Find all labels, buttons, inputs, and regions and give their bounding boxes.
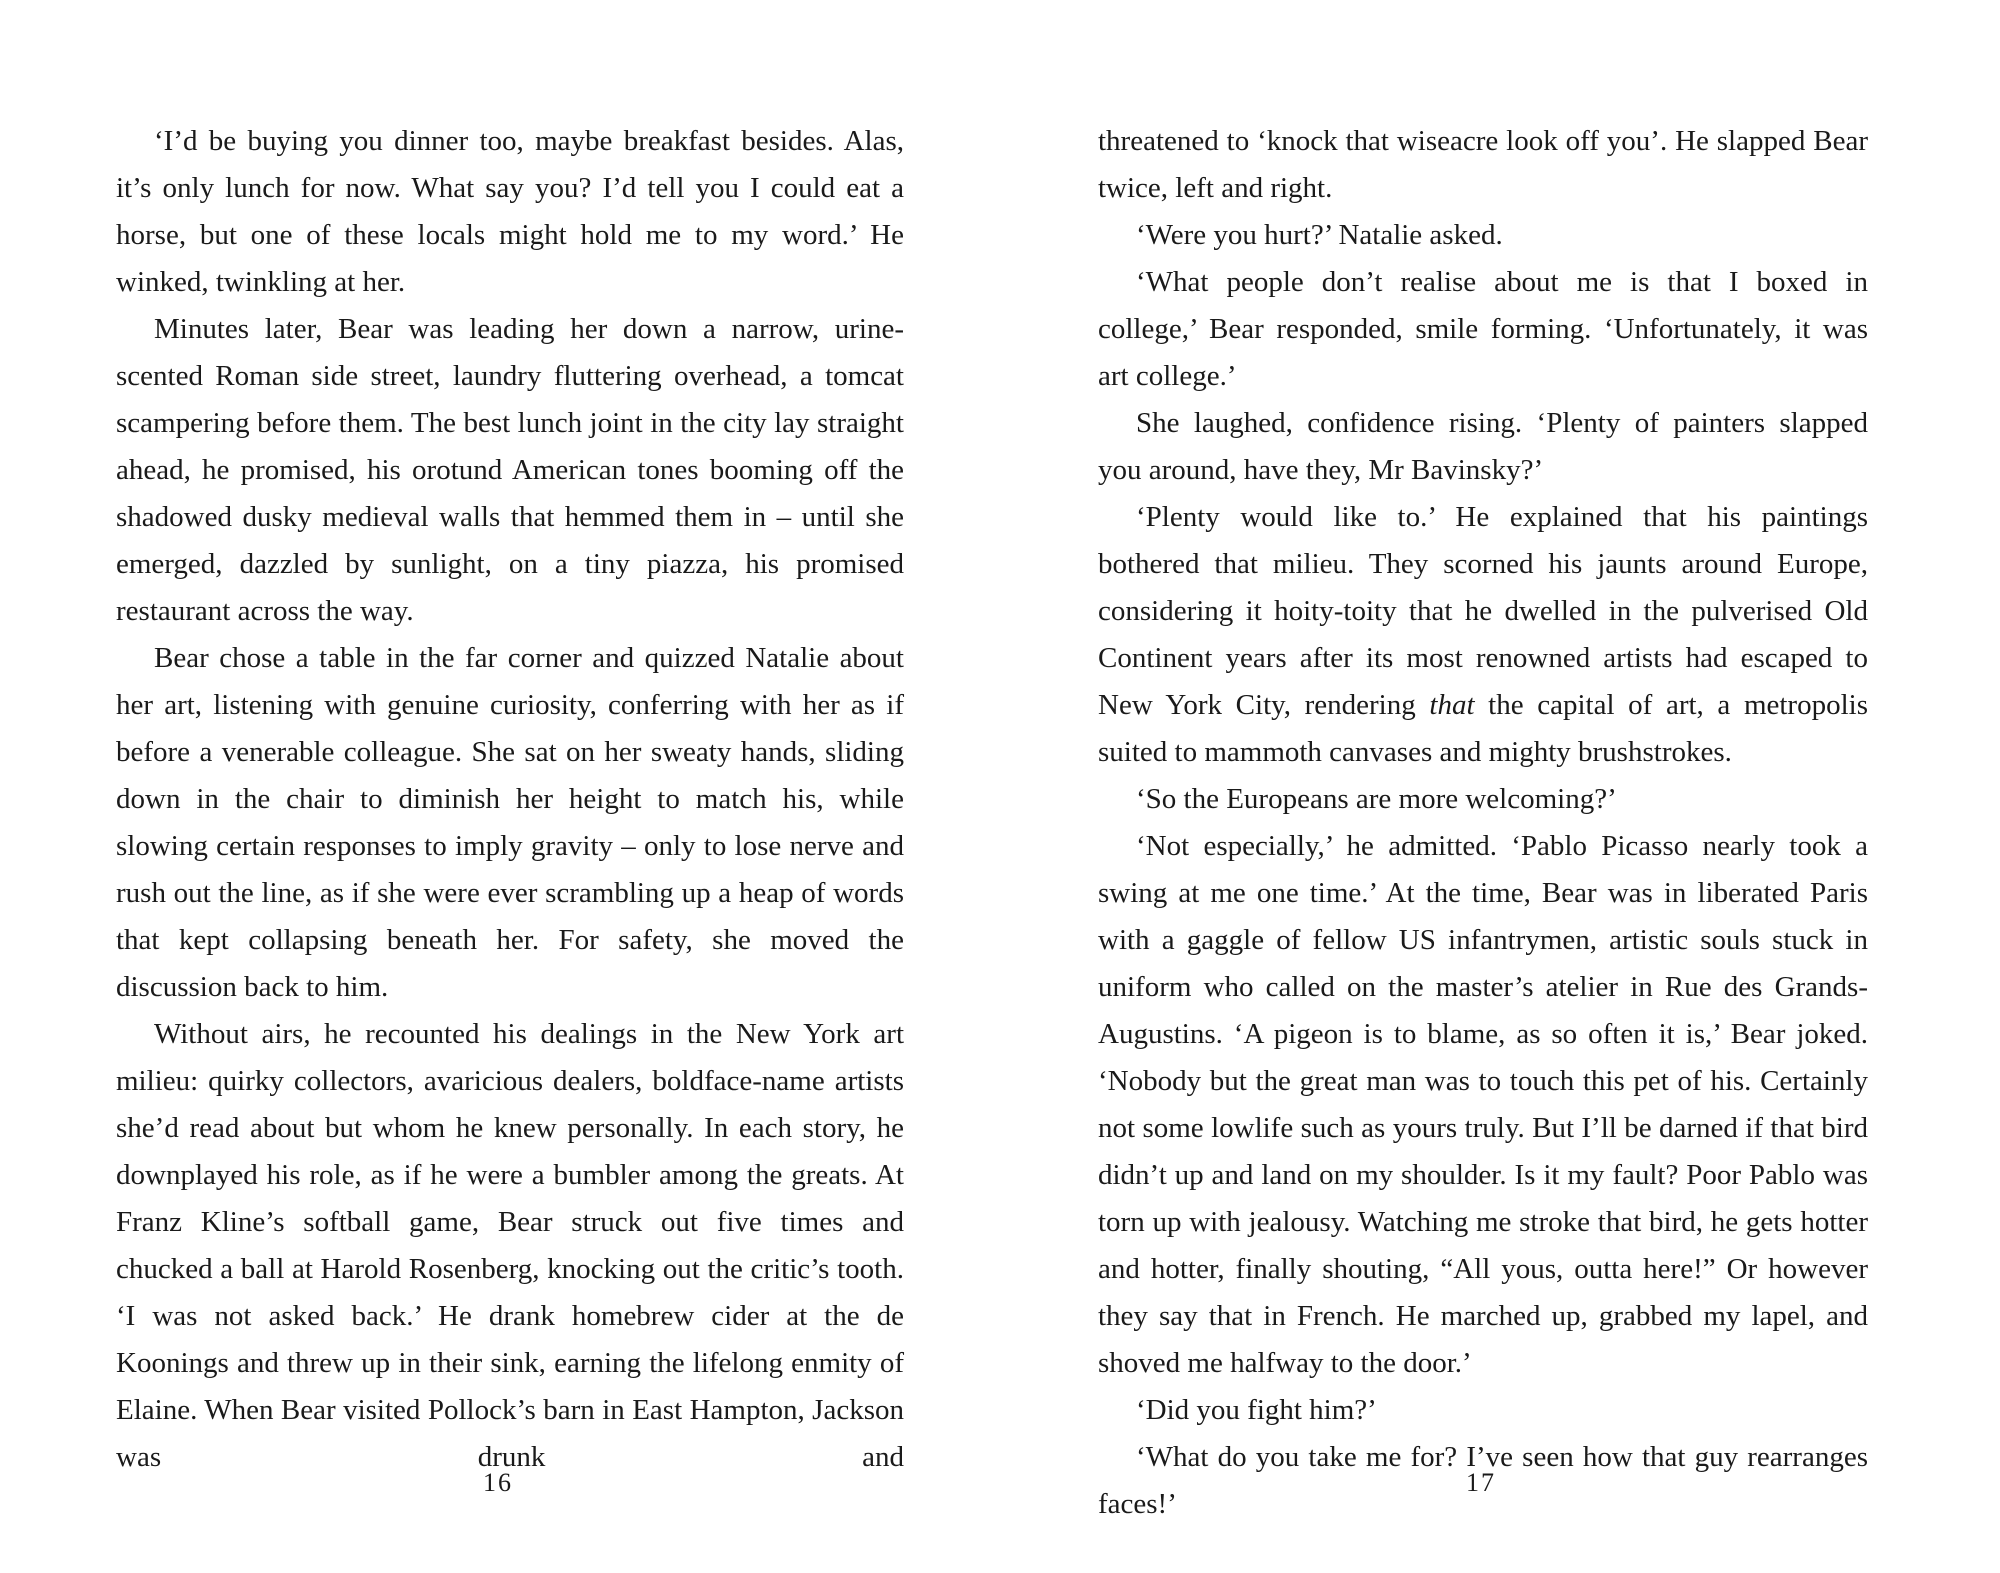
left-page-text: [116, 118, 904, 1481]
paragraph: Without airs, he recounted his dealings in the New York art milieu: quirky collectors, avaricious dealers, boldface-name artists she’d read about but whom he knew personally. In each story, he downplayed his role, as if he were a bumbler among the greats. At Franz Kline’s softball game, Bear struck out five times and chucked a ball at Harold Rosenberg, knocking out the critic’s tooth. ‘I was not asked back.’ He drank homebrew cider at the de Koonings and threw up in their sink, earning the lifelong enmity of Elaine. When Bear visited Pollock’s barn in East Hampton, Jackson was drunk and: [116, 1018, 904, 1473]
paragraph: ‘What people don’t realise about me is that I boxed in college,’ Bear responded, smile forming. ‘Unfortunately, it was art college.’: [1098, 266, 1868, 392]
right-page: [1000, 0, 2000, 1573]
emphasized-word: that: [1429, 689, 1475, 721]
paragraph: ‘Were you hurt?’ Natalie asked.: [1136, 219, 1503, 251]
paragraph: Minutes later, Bear was leading her down a narrow, urine-scented Roman side street, laundry fluttering overhead, a tomcat scampering before them. The best lunch joint in the city lay straight ahead, he promised, his orotund American tones booming off the shadowed dusky medieval walls that hemmed them in – until she emerged, dazzled by sunlight, on a tiny piazza, his promised restaurant across the way.: [116, 313, 904, 627]
paragraph: Bear chose a table in the far corner and quizzed Natalie about her art, listening with genuine curiosity, conferring with her as if before a venerable colleague. She sat on her sweaty hands, sliding down in the chair to diminish her height to match his, while slowing certain responses to imply gravity – only to lose nerve and rush out the line, as if she were ever scrambling up a heap of words that kept collapsing beneath her. For safety, she moved the discussion back to him.: [116, 642, 904, 1003]
paragraph: ‘Not especially,’ he admitted. ‘Pablo Picasso nearly took a swing at me one time.’ At the time, Bear was in liberated Paris with a gaggle of fellow US infantrymen, artistic souls stuck in uniform who called on the master’s atelier in Rue des Grands-Augustins. ‘A pigeon is to blame, as so often it is,’ Bear joked. ‘Nobody but the great man was to touch this pet of his. Certainly not some lowlife such as yours truly. But I’ll be darned if that bird didn’t up and land on my shoulder. Is it my fault? Poor Pablo was torn up with jealousy. Watching me stroke that bird, he gets hotter and hotter, finally shouting, “All yous, outta here!” Or however they say that in French. He marched up, grabbed my lapel, and shoved me halfway to the door.’: [1098, 830, 1868, 1379]
page-number: 16: [483, 1468, 513, 1497]
paragraph-text: the capital of art, a metropolis suited to mammoth canvases and mighty brushstrokes.: [1098, 689, 1868, 768]
paragraph-continuation: threatened to ‘knock that wiseacre look off you’. He slapped Bear twice, left and right.: [1098, 125, 1868, 204]
paragraph-text: ‘Plenty would like to.’ He explained that his paintings bothered that milieu. They scorned his jaunts around Europe, considering it hoity-toity that he dwelled in the pulverised Old Continent years after its most renowned artists had escaped to New York City, rendering: [1098, 501, 1868, 721]
paragraph: [1098, 494, 1868, 776]
page-number: 17: [1466, 1468, 1496, 1497]
right-page-text: [1098, 118, 1868, 1528]
paragraph: She laughed, confidence rising. ‘Plenty of painters slapped you around, have they, Mr Bavinsky?’: [1098, 407, 1868, 486]
paragraph: ‘So the Europeans are more welcoming?’: [1136, 783, 1617, 815]
paragraph: ‘What do you take me for? I’ve seen how that guy rearranges faces!’: [1098, 1441, 1868, 1520]
paragraph: ‘Did you fight him?’: [1136, 1394, 1377, 1426]
paragraph: ‘I’d be buying you dinner too, maybe breakfast besides. Alas, it’s only lunch for now. What say you? I’d tell you I could eat a horse, but one of these locals might hold me to my word.’ He winked, twinkling at her.: [116, 125, 904, 298]
